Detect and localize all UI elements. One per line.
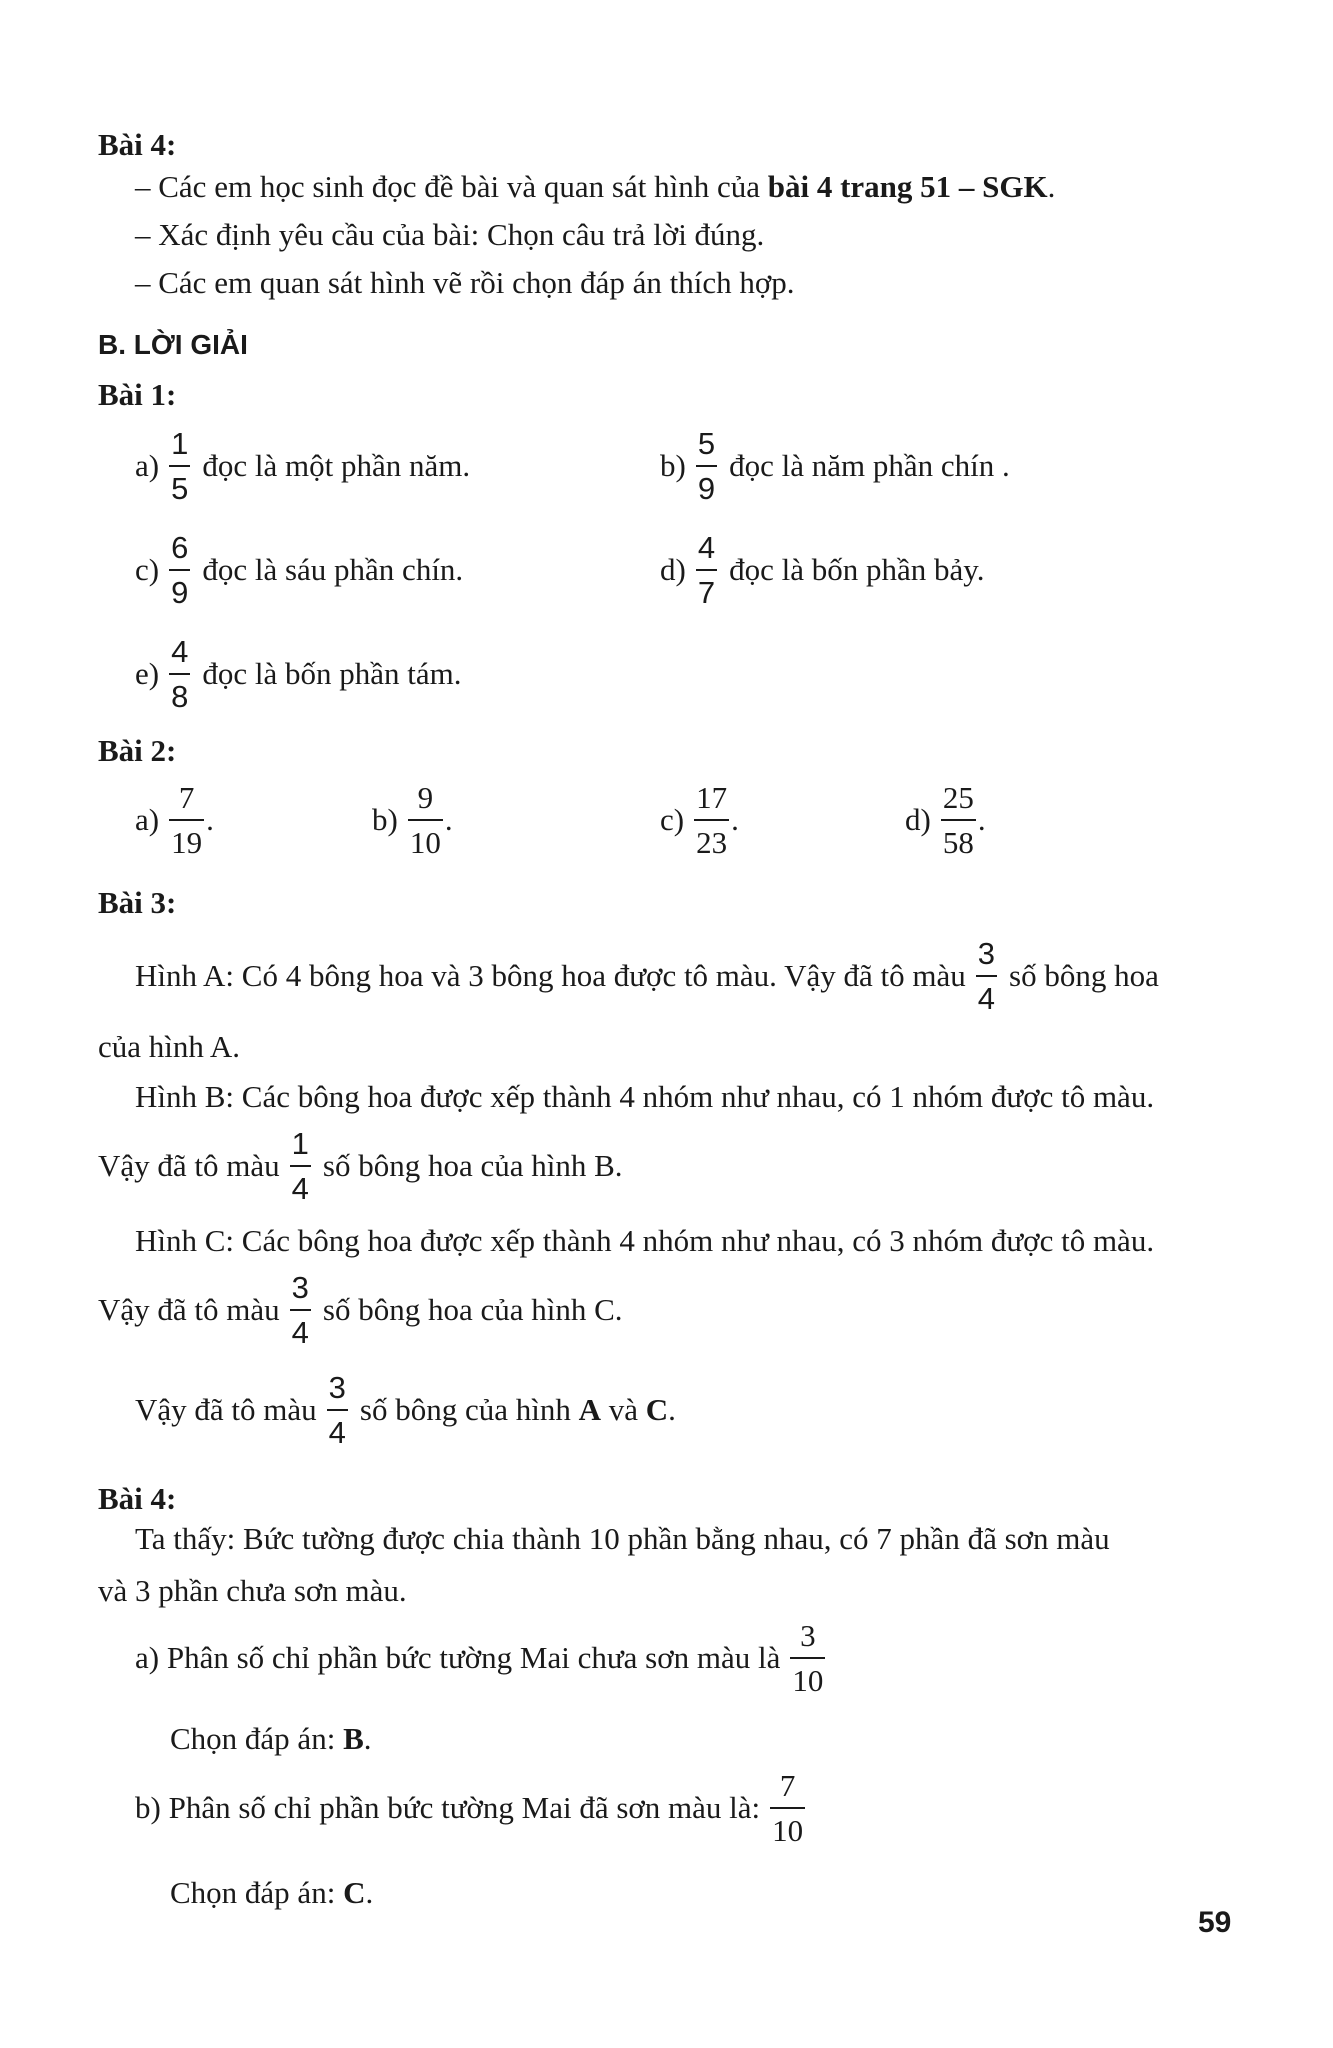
denominator: 10 [790, 1657, 825, 1696]
denominator: 23 [694, 819, 729, 858]
item-label: a) [135, 448, 160, 483]
bai1-item-e [135, 636, 461, 712]
item-period: . [731, 802, 739, 837]
item-text: đọc là bốn phần bảy. [729, 552, 985, 587]
bai2-item-b [372, 782, 453, 858]
denominator: 5 [169, 465, 190, 504]
conclusion-and: và [600, 1392, 646, 1427]
numerator: 1 [291, 1126, 309, 1161]
conclusion-period: . [668, 1392, 676, 1427]
section-a-bai4-line2: – Xác định yêu cầu của bài: Chọn câu trả lời đúng. [135, 217, 765, 252]
denominator: 19 [169, 819, 204, 858]
fraction [696, 532, 717, 608]
item-period: . [206, 802, 214, 837]
fraction [169, 636, 190, 712]
fraction [290, 1128, 311, 1204]
bai4-choice-a [170, 1720, 372, 1758]
bai3-conclusion [135, 1372, 676, 1448]
item-text: đọc là sáu phần chín. [202, 552, 464, 587]
fraction [790, 1620, 825, 1696]
numerator: 25 [942, 780, 974, 815]
bai2-title: Bài 2: [98, 733, 177, 768]
numerator: 1 [171, 426, 189, 461]
choice-label: Chọn đáp án: [170, 1721, 344, 1756]
conclusion-c: C [645, 1392, 669, 1427]
item-label: c) [660, 802, 685, 837]
conclusion-text: Vậy đã tô màu [135, 1392, 317, 1427]
denominator: 4 [290, 1309, 311, 1348]
item-period: . [444, 802, 453, 837]
bai2-item-a [135, 782, 214, 858]
choice-answer: B [343, 1721, 364, 1756]
denominator: 9 [169, 569, 190, 608]
numerator: 6 [171, 530, 189, 565]
bai3-hinh-c-line2 [98, 1272, 623, 1348]
bai3-hinh-b-line1: Hình B: Các bông hoa được xếp thành 4 nhóm như nhau, có 1 nhóm được tô màu. [135, 1079, 1155, 1114]
choice-period: . [365, 1875, 374, 1910]
hinh-c-text-end: số bông hoa của hình C. [322, 1292, 623, 1327]
section-a-bai4-line3: – Các em quan sát hình vẽ rồi chọn đáp án thích hợp. [135, 265, 795, 300]
denominator: 4 [327, 1409, 348, 1448]
item-text: đọc là năm phần chín . [729, 448, 1010, 483]
conclusion-a: A [578, 1392, 601, 1427]
bai4-part-a [135, 1620, 837, 1696]
item-label: d) [905, 802, 931, 837]
denominator: 4 [976, 975, 997, 1014]
bai3-hinh-c-line1: Hình C: Các bông hoa được xếp thành 4 nhóm như nhau, có 3 nhóm được tô màu. [135, 1223, 1155, 1258]
denominator: 9 [696, 465, 717, 504]
numerator: 7 [779, 1768, 796, 1803]
item-label: b) [372, 802, 398, 837]
bai2-item-c [660, 782, 739, 858]
denominator: 8 [169, 673, 190, 712]
numerator: 3 [328, 1370, 346, 1405]
fraction [694, 782, 729, 858]
fraction [169, 532, 190, 608]
hinh-b-text-end: số bông hoa của hình B. [322, 1148, 623, 1183]
bai4-title: Bài 4: [98, 1481, 177, 1516]
numerator: 3 [800, 1618, 816, 1653]
item-label: b) [660, 448, 686, 483]
numerator: 5 [697, 426, 716, 461]
bai2-item-d [905, 782, 986, 858]
numerator: 4 [171, 634, 189, 669]
fraction [941, 782, 976, 858]
item-text: đọc là bốn phần tám. [202, 656, 462, 691]
bai4-part-b [135, 1770, 817, 1846]
numerator: 7 [178, 780, 195, 815]
fraction [327, 1372, 348, 1448]
bai3-title: Bài 3: [98, 885, 177, 920]
bai1-item-c [135, 532, 463, 608]
hinh-a-text: Hình A: Có 4 bông hoa và 3 bông hoa được tô màu. Vậy đã tô màu [135, 958, 966, 993]
bai1-item-d [660, 532, 984, 608]
item-text: đọc là một phần năm. [202, 448, 471, 483]
item-label: c) [135, 552, 160, 587]
fraction [290, 1272, 311, 1348]
numerator: 9 [417, 780, 434, 815]
choice-answer: C [343, 1875, 366, 1910]
part-b-text: b) Phân số chỉ phần bức tường Mai đã sơn màu là: [135, 1790, 761, 1825]
line1-period: . [1047, 169, 1056, 204]
denominator: 58 [941, 819, 976, 858]
bai4-choice-b [170, 1874, 373, 1912]
numerator: 17 [696, 780, 728, 815]
bai1-title: Bài 1: [98, 377, 177, 412]
conclusion-mid: số bông của hình [359, 1392, 579, 1427]
item-label: e) [135, 656, 160, 691]
denominator: 4 [290, 1165, 311, 1204]
choice-label: Chọn đáp án: [170, 1875, 344, 1910]
bai1-item-b [660, 428, 1010, 504]
fraction [976, 938, 997, 1014]
numerator: 4 [697, 530, 716, 565]
section-b-heading: B. LỜI GIẢI [98, 329, 248, 360]
hinh-a-text-end: số bông hoa [1009, 958, 1159, 993]
section-a-bai4-title: Bài 4: [98, 127, 177, 162]
part-a-text: a) Phân số chỉ phần bức tường Mai chưa sơn màu là [135, 1640, 781, 1675]
hinh-c-text: Vậy đã tô màu [98, 1292, 280, 1327]
denominator: 10 [408, 819, 443, 858]
fraction [696, 428, 717, 504]
bai4-intro-line2: và 3 phần chưa sơn màu. [98, 1573, 407, 1608]
numerator: 3 [977, 936, 996, 971]
bai4-intro-line1: Ta thấy: Bức tường được chia thành 10 phần bằng nhau, có 7 phần đã sơn màu [135, 1521, 1110, 1556]
line1-text: – Các em học sinh đọc đề bài và quan sát hình của [135, 169, 768, 204]
bai3-hinh-a-line2: của hình A. [98, 1029, 241, 1064]
fraction [408, 782, 443, 858]
bai3-hinh-a [135, 938, 1159, 1014]
section-a-bai4-line1 [135, 168, 1055, 206]
bai3-hinh-b-line2 [98, 1128, 623, 1204]
fraction [169, 782, 204, 858]
item-label: a) [135, 802, 160, 837]
denominator: 7 [696, 569, 717, 608]
page-number: 59 [1198, 1906, 1232, 1939]
fraction [169, 428, 190, 504]
fraction [770, 1770, 805, 1846]
bai1-item-a [135, 428, 470, 504]
numerator: 3 [291, 1270, 309, 1305]
denominator: 10 [770, 1807, 805, 1846]
item-label: d) [660, 552, 686, 587]
line1-bold-ref: bài 4 trang 51 – SGK [767, 169, 1048, 204]
hinh-b-text: Vậy đã tô màu [98, 1148, 280, 1183]
choice-period: . [363, 1721, 372, 1756]
item-period: . [977, 802, 986, 837]
